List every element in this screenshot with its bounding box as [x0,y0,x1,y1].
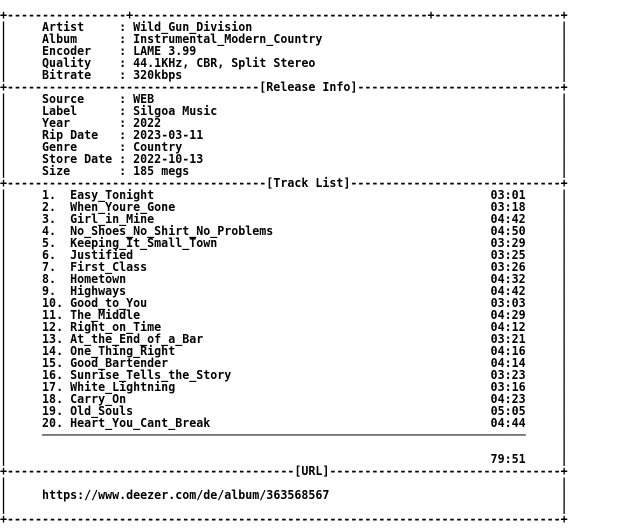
url-heading: [URL] [294,464,330,478]
track-title: No_Shoes_No_Shirt_No_Problems [70,224,274,238]
track-duration: 03:01 [490,188,526,202]
track-title: Easy_Tonight [70,188,155,202]
track-duration: 03:16 [490,380,526,394]
release-store-date-value: 2022-10-13 [133,152,204,166]
track-title: Good_to_You [70,296,148,310]
track-duration: 03:18 [490,200,526,214]
track-duration: 03:23 [490,368,526,382]
info-encoder-value: LAME 3.99 [133,44,197,58]
info-bitrate-value: 320kbps [133,68,183,82]
album-url: https://www.deezer.com/de/album/363568567 [42,488,330,502]
track-title: Right_on_Time [70,320,162,334]
track-title: Justified [70,248,134,262]
track-duration: 03:21 [490,332,526,346]
track-title: When_Youre_Gone [70,200,176,214]
release-source-value: WEB [133,92,155,106]
track-title: Highways [70,284,127,298]
track-title: Old_Souls [70,404,134,418]
track-title: Keeping_It_Small_Town [70,236,218,250]
track-duration: 04:14 [490,356,526,370]
track-duration: 04:12 [490,320,526,334]
release-year-value: 2022 [133,116,162,130]
track-duration: 04:44 [490,416,526,430]
track-duration: 04:42 [490,284,526,298]
track-duration: 05:05 [490,404,526,418]
track-title: The_Middle [70,308,141,322]
track-title: First_Class [70,260,148,274]
track-title: White_Lightning [70,380,176,394]
info-quality-value: 44.1KHz, CBR, Split Stereo [133,56,316,70]
track-title: Carry_On [70,392,127,406]
track-duration: 03:29 [490,236,526,250]
track-duration: 04:23 [490,392,526,406]
track-title: Sunrise_Tells_the_Story [70,368,232,382]
track-title: One_Thing_Right [70,344,176,358]
track-title: Good_Bartender [70,356,169,370]
nfo-text: +-----------------+------------------------------------------+------------------+ | Artist : Wild_Gun_Division | | Album : Instrumental_Modern_Country | | Encoder : LAME 3.99 | | Quality : 44.1KHz, CBR, Split Stereo | | Bitrate : 320kbps | +------------------------------------[Release Info]-----------------------------+ | Source : WEB | | Label : Silgoa Music | | Year : 2022 | | Rip Date : 2023-03-11 | | Genre : Country | | Store Date : 2022-10-13 | | Size : 185 megs | +-------------------------------------[Track List]------------------------------+ | 1. Easy_Tonight 03:01 | | 2. When_Youre_Gone 03:18 | | 3. Girl_in_Mine 04:42 | | 4. No_Shoes_No_Shirt_No_Problems 04:50 | | 5. Keeping_It_Small_Town 03:29 | | 6. Justified 03:25 | | 7. First_Class 03:26 | | 8. Hometown 04:32 | | 9. Highways 04:42 | | 10. Good_to_You 03:03 | | 11. The_Middle 04:29 | | 12. Right_on_Time 04:12 | | 13. At_the_End_of_a_Bar 03:21 | | 14. One_Thing_Right 04:16 | | 15. Good_Bartender 04:14 | | 16. Sunrise_Tells_the_Story 03:23 | | 17. White_Lightning 03:16 | | 18. Carry_On 04:23 | | 19. Old_Souls 05:05 | | 20. Heart_You_Cant_Break 04:44 | | ───────────────────────────────────────────────────────────────────── | | | | 79:51 | +-----------------------------------------[URL]---------------------------------+ | | | https://www.deezer.com/de/album/363568567 | | | +-------------------------------------------------------------------------------+ [0,8,568,526]
track-duration: 03:26 [490,260,526,274]
track-duration: 04:42 [490,212,526,226]
track-title: Girl_in_Mine [70,212,155,226]
release-info-heading: [Release Info] [259,80,358,94]
track-title: At_the_End_of_a_Bar [70,332,204,346]
track-title: Hometown [70,272,127,286]
release-genre-value: Country [133,140,183,154]
release-label-value: Silgoa Music [133,104,218,118]
info-album-value: Instrumental_Modern_Country [133,32,323,46]
release-rip-date-value: 2023-03-11 [133,128,204,142]
track-list-heading: [Track List] [266,176,351,190]
info-artist-value: Wild_Gun_Division [133,20,253,34]
track-title: Heart_You_Cant_Break [70,416,211,430]
total-duration: 79:51 [490,452,526,466]
track-duration: 03:03 [490,296,526,310]
track-duration: 04:29 [490,308,526,322]
track-duration: 04:16 [490,344,526,358]
release-size-value: 185 megs [133,164,190,178]
track-duration: 04:50 [490,224,526,238]
track-duration: 04:32 [490,272,526,286]
track-duration: 03:25 [490,248,526,262]
